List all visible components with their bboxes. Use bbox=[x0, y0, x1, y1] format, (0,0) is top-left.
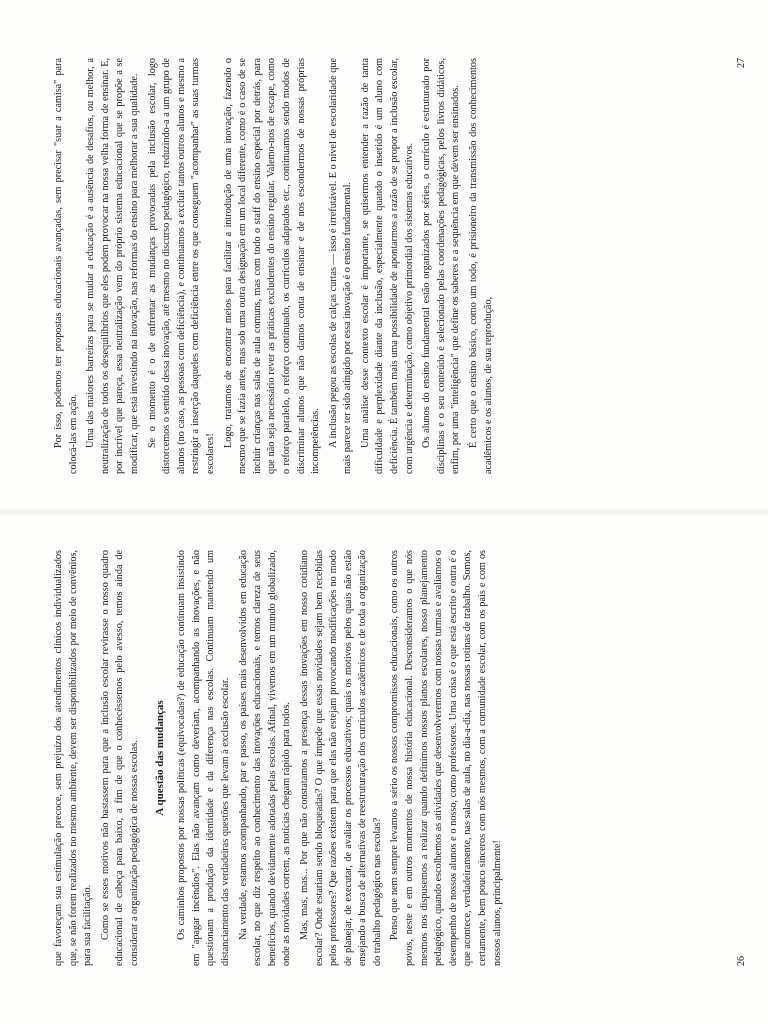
paragraph: que favoreçam sua estimulação precoce, sem prejuízo dos atendimentos clínicos individualizados que, se não forem realizados no mesmo ambiente, devem ser disponibilizados por meio de convênios, para sua facilitação. bbox=[53, 550, 94, 966]
section-heading: A questão das mudanças bbox=[153, 700, 166, 816]
paragraph: Na verdade, estamos acompanhando, par e passo, os países mais desenvolvidos em educação escolar, no que diz respeito ao conhecimento das inovações educacionais, e temos clareza de seus benefícios, quando devidamente adotadas pelas escolas. Afinal, vivemos em um mundo globalizado, onde as novidades correm, as notícias chegam rápido para todos. bbox=[237, 550, 293, 966]
paragraph: É certo que o ensino básico, como um todo, é prisioneiro da transmissão dos conhecimentos acadêmicos e os alunos, de sua reprodução, bbox=[468, 58, 494, 474]
paragraph: Por isso, podemos ter propostas educacionais avançadas, sem precisar "suar a camisa" para colocá-las em ação. bbox=[53, 58, 79, 474]
paragraph: Como se esses motivos não bastassem para que a inclusão escolar revirasse o nosso quadro educacional de cabeça para baixo, a fim de que o conhecêssemos pelo avesso, temos ainda de considerar a organização pedagógica de nossas escolas. bbox=[99, 550, 140, 966]
paragraph: Logo, tratamos de encontrar meios para facilitar a introdução de uma inovação, fazendo o mesmo que se fazia antes, mas sob uma outra designação em um local diferente, como é o caso de se incluir crianças nas salas de aula comuns, mas com todo o staff do ensino especial por detrás, para que não seja necessário rever as práticas excludentes do ensino regular. Valemo-nos de escape, como o reforço paralelo, o reforço continuado, os currículos adaptados etc., continuamos sendo modos de discriminar alunos que não damos conta de ensinar e de nos escondermos de nossas próprias incompetências. bbox=[222, 58, 322, 474]
page-number: 26 bbox=[736, 956, 748, 966]
paragraph: Os alunos do ensino fundamental estão organizados por séries, o currículo é estruturado por disciplinas e o seu conteúdo é selecionado pelas coordenações pedagógicas, pelos livros didáticos, enfim, por uma "inteligência" que define os saberes e a sequência em que devem ser ensinados. bbox=[421, 58, 462, 474]
paragraph: Os caminhos propostos por nossas políticas (equivocadas?) de educação continuam insistindo em "apagar incêndios". Elas não avançam como deveriam, acompanhando as inovações, e não questionam a produção da identidade e da diferença nas escolas. Continuam mantendo um distanciamento das verdadeiras questões que levam à exclusão escolar. bbox=[176, 550, 231, 966]
left-page bbox=[0, 512, 768, 1024]
paragraph: A inclusão pegou as escolas de calças curtas — isso é irrefutável. E o nível de escolaridade que mais parece ter sido atingido por essa inovação é o ensino fundamental. bbox=[327, 58, 354, 474]
page-number: 27 bbox=[736, 58, 748, 68]
paragraph: Uma das maiores barreiras para se mudar a educação é a ausência de desafios, ou melhor, a neutralização de todos os desequilíbrios que eles podem provocar na nossa velha forma de ensinar. E, por incrível que pareça, essa neutralização vem do próprio sistema educacional que se propõe a se modificar, que está investindo na inovação, nas reformas do ensino para melhorar a sua qualidade. bbox=[85, 58, 140, 474]
paragraph: Mas, mas, mas... Por que não constatamos a presença dessas inovações em nosso cotidiano escolar? Onde estariam sendo bloqueadas? O que impede que essas novidades sejam bem recebidas pelos professores? Que razões existem para que elas não estejam provocando modificações no modo de planejar, de executar, de avaliar os processos educativos; quais os motivos pelos quais não estão ensejando a busca de alternativas de reestruturação dos currículos acadêmicos e de toda a organização do trabalho pedagógico nas escolas? bbox=[298, 550, 383, 966]
paragraph: Se o momento é o de enfrentar as mudanças provocadas pela inclusão escolar, logo distorcemos o sentido dessa inovação, até mesmo no discurso pedagógico, reduzindo-a a um grupo de alunos (no caso, as pessoas com deficiência), e continuamos a excluir tantos outros alunos e mesmo a restringir a inserção daqueles com deficiência entre os que conseguem "acompanhar" as suas turmas escolares! bbox=[146, 58, 216, 474]
paragraph: Penso que nem sempre levamos a sério os nossos compromissos educacionais, como os outros povos, neste e em outros momentos de nossa história educacional. Desconsideramos o que nós mesmos nos dispusemos a realizar quando definimos nossos planos escolares, nosso planejamento pedagógico, quando escolhemos as atividades que desenvolveremos com nossas turmas e avaliamos o desempenho de nossos alunos e o nosso, como professores. Uma coisa é o que está escrito e outra é o que acontece, verdadeiramente, nas salas de aula, no dia-a-dia, nas nossas rotinas de trabalho. Somos, certamente, bem pouco sinceros com nós mesmos, com a comunidade escolar, com os pais e com os nossos alunos, principalmente! bbox=[389, 550, 503, 966]
paragraph: Uma análise desse contexto escolar é importante, se quisermos entender a razão de tanta dificuldade e perplexidade diante da inclusão, especialmente quando o inserido é um aluno com deficiência. É também mais uma possibilidade de apontarmos a razão de se propor a inclusão escolar, com urgência e determinação, como objetivo primordial dos sistemas educativos. bbox=[359, 58, 415, 474]
